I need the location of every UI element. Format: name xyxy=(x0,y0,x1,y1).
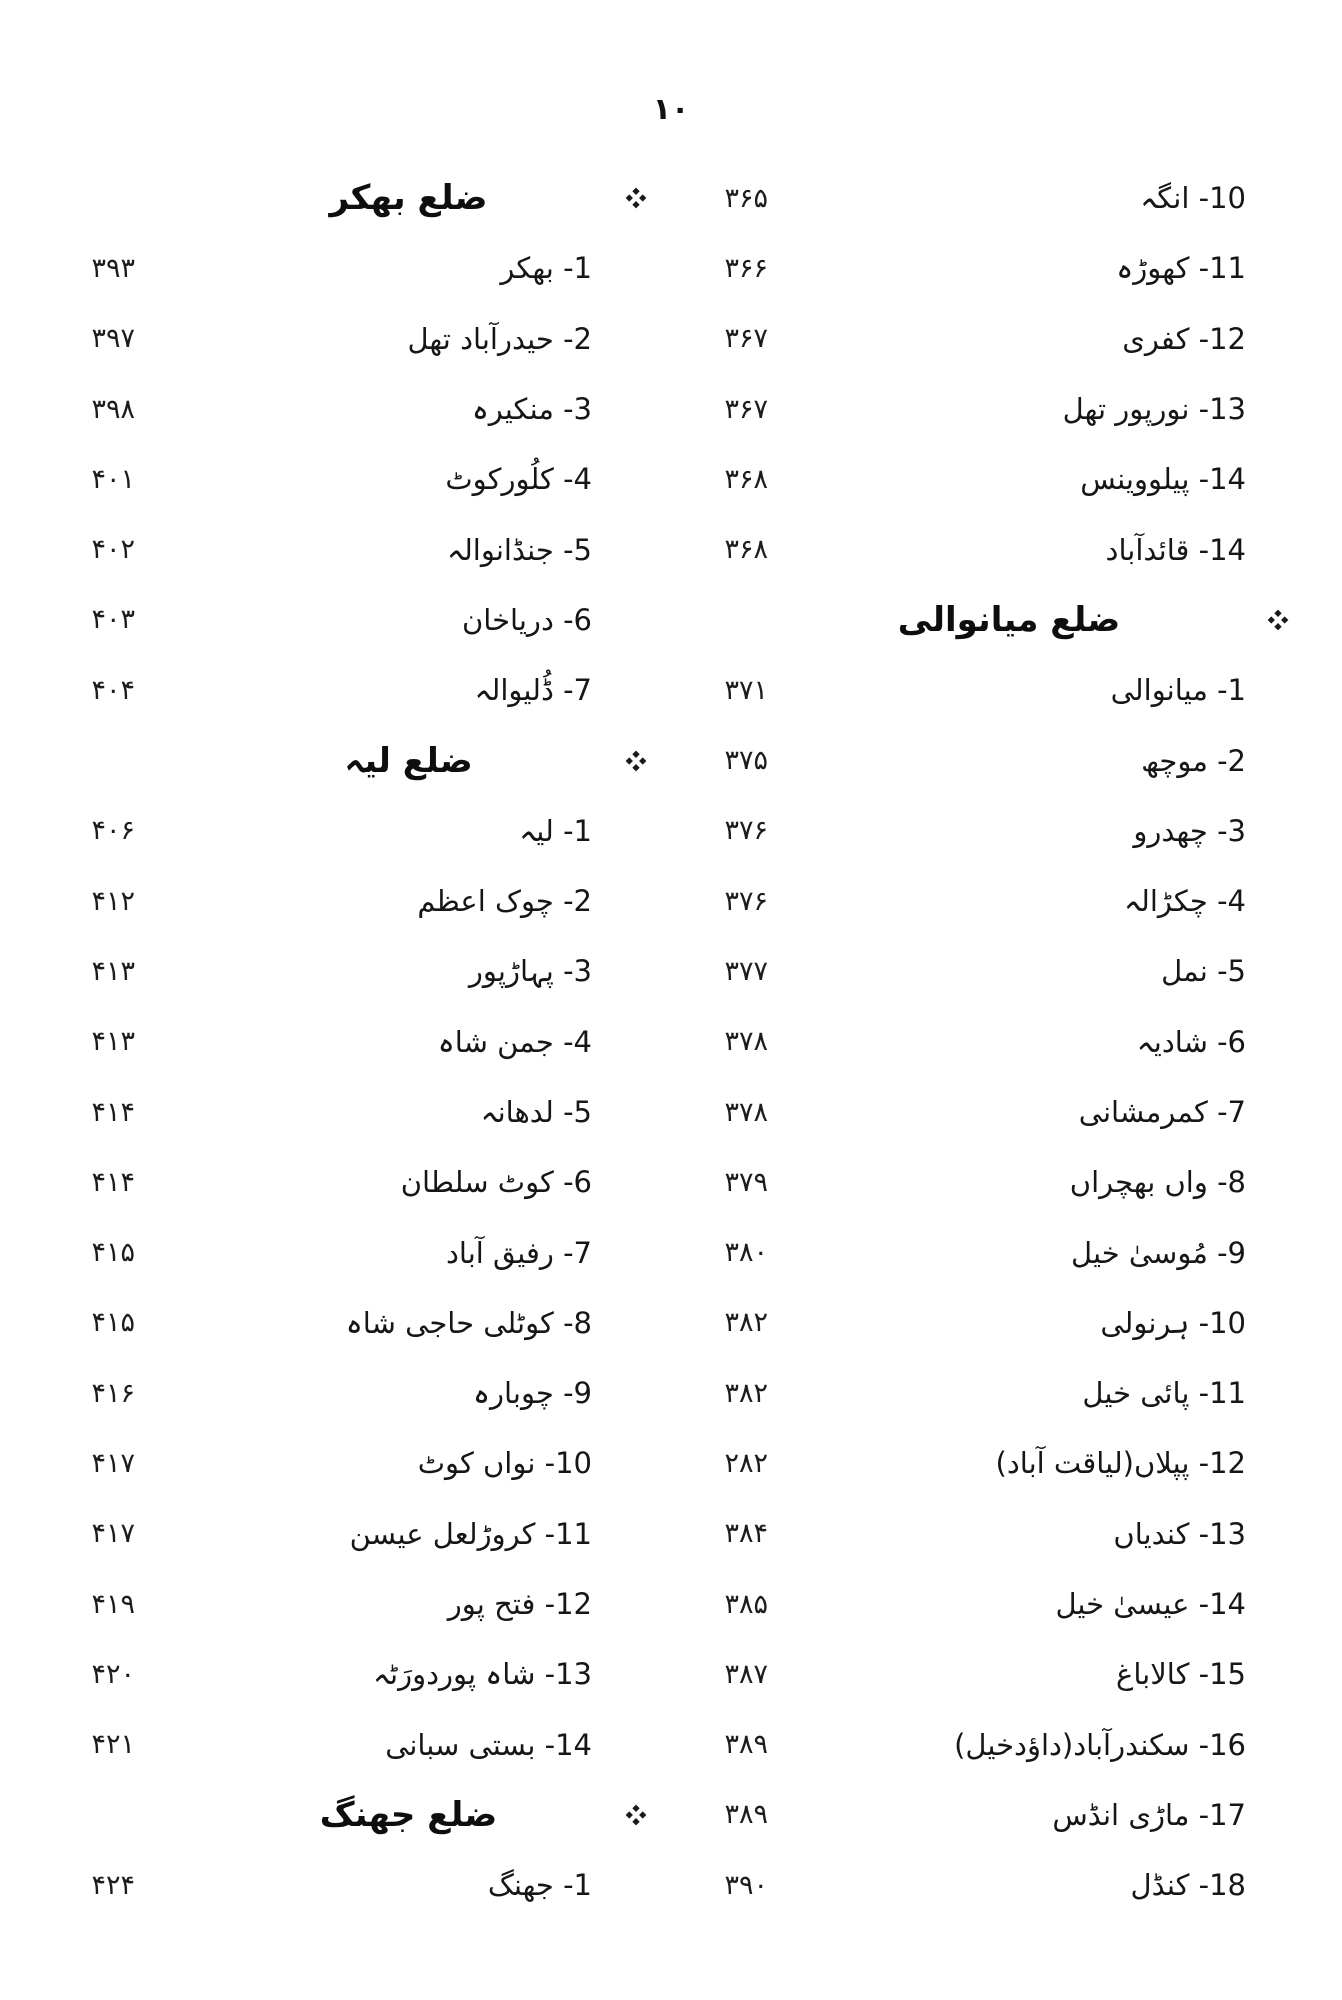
entry-label-left xyxy=(135,462,592,496)
index-row xyxy=(0,514,1342,584)
index-row xyxy=(0,1850,1342,1920)
entry-label-right xyxy=(772,1446,1250,1480)
page-ref-number-right xyxy=(680,1518,772,1549)
page-ref-number-left xyxy=(63,675,135,706)
entry-label-left xyxy=(135,673,592,707)
section-marker-right xyxy=(1250,609,1342,631)
entry-label-right xyxy=(772,392,1250,426)
page-ref-number: ۴۱۴ xyxy=(91,1096,135,1128)
page-ref-number-right xyxy=(680,394,772,425)
entry-label: 2- حیدرآباد تھل xyxy=(407,321,592,356)
page-ref-number: ۳۶۷ xyxy=(724,393,768,425)
index-row xyxy=(0,1499,1342,1569)
page-ref-number-right xyxy=(680,886,772,917)
entry-label-left xyxy=(135,1236,592,1270)
entry-label-left xyxy=(135,1657,592,1691)
page-ref-number: ۳۷۵ xyxy=(724,745,768,777)
entry-label: 3- منکیرہ xyxy=(471,392,592,427)
entry-label-right xyxy=(772,1728,1250,1762)
page-ref-number-right xyxy=(680,1799,772,1830)
index-row xyxy=(0,866,1342,936)
page-ref-number-right xyxy=(680,1729,772,1760)
page-ref-number: ۳۷۱ xyxy=(724,674,768,706)
entry-label: 8- واں بھچراں xyxy=(1069,1165,1246,1200)
page-ref-number-left xyxy=(63,1448,135,1479)
index-rows xyxy=(0,163,1342,1920)
page-ref-number: ۴۱۲ xyxy=(91,885,135,917)
entry-label: 13- کندیاں xyxy=(1113,1516,1246,1551)
page-ref-number: ۴۱۵ xyxy=(91,1237,135,1269)
page-ref-number: ۴۰۶ xyxy=(91,815,135,847)
page-ref-number-left xyxy=(63,394,135,425)
entry-label: 7- ڈُلیوالہ xyxy=(474,673,592,708)
district-header: ضلع میانوالی xyxy=(897,599,1121,640)
page-ref-number-left xyxy=(63,956,135,987)
entry-label-right xyxy=(772,1376,1250,1410)
entry-label-right xyxy=(772,1657,1250,1691)
entry-label: 1- جھنگ xyxy=(487,1868,592,1903)
page-ref-number-left xyxy=(63,1097,135,1128)
entry-label-left xyxy=(135,1517,592,1551)
page-ref-number-left xyxy=(63,1307,135,1338)
entry-label: 12- فتح پور xyxy=(447,1587,592,1622)
page-ref-number: ۳۹۷ xyxy=(91,323,135,355)
page-ref-number: ۳۷۹ xyxy=(724,1166,768,1198)
entry-label: 6- دریاخان xyxy=(461,602,592,637)
page-ref-number-left xyxy=(63,323,135,354)
entry-label-right xyxy=(772,1587,1250,1621)
entry-label: 14- عیسیٰ خیل xyxy=(1055,1587,1246,1622)
page-ref-number: ۳۸۹ xyxy=(724,1799,768,1831)
entry-label-left xyxy=(135,1165,592,1199)
entry-label: 1- میانوالی xyxy=(1110,673,1246,708)
entry-label: 2- چوک اعظم xyxy=(417,884,592,919)
page-ref-number: ۳۶۶ xyxy=(724,252,768,284)
page-ref-number: ۳۹۳ xyxy=(91,252,135,284)
index-row xyxy=(0,1569,1342,1639)
entry-label-right xyxy=(772,1095,1250,1129)
page-ref-number: ۳۸۴ xyxy=(724,1518,768,1550)
entry-label: 4- جمن شاہ xyxy=(437,1024,592,1059)
entry-label: 14- بستی سبانی xyxy=(385,1727,592,1762)
entry-label: 7- کمرمشانی xyxy=(1078,1095,1246,1129)
entry-label: 14- پیلووینس xyxy=(1080,462,1246,497)
entry-label-left xyxy=(135,178,592,218)
index-row xyxy=(0,796,1342,866)
entry-label-left xyxy=(135,814,592,848)
page-ref-number: ۴۱۹ xyxy=(91,1588,135,1620)
entry-label-right xyxy=(772,744,1250,778)
index-row xyxy=(0,1288,1342,1358)
entry-label-right xyxy=(772,814,1250,848)
page-ref-number: ۴۱۴ xyxy=(91,1166,135,1198)
page-ref-number: ۳۸۲ xyxy=(724,1377,768,1409)
entry-label: 10- ہرنولی xyxy=(1100,1305,1246,1340)
entry-label-right xyxy=(772,1868,1250,1902)
index-row xyxy=(0,936,1342,1006)
page-ref-number-right xyxy=(680,534,772,565)
page-ref-number: ۳۶۸ xyxy=(724,534,768,566)
page-ref-number-left xyxy=(63,1518,135,1549)
page-ref-number-left xyxy=(63,1237,135,1268)
page-ref-number-left xyxy=(63,1378,135,1409)
entry-label: 3- پہاڑپور xyxy=(468,954,592,989)
entry-label-left xyxy=(135,1306,592,1340)
entry-label: 2- موچھ xyxy=(1141,743,1246,778)
page-ref-number: ۴۱۷ xyxy=(91,1518,135,1550)
entry-label: 8- کوٹلی حاجی شاہ xyxy=(345,1305,592,1340)
entry-label-left xyxy=(135,740,592,781)
page-ref-number: ۳۹۰ xyxy=(724,1869,768,1901)
entry-label: 1- بھکر xyxy=(500,251,592,286)
page-ref-number: ۳۶۸ xyxy=(724,463,768,495)
entry-label-left xyxy=(135,392,592,426)
page-ref-number: ۳۶۵ xyxy=(724,182,768,214)
entry-label-right xyxy=(772,1306,1250,1340)
page-ref-number-right xyxy=(680,956,772,987)
entry-label-left xyxy=(135,1587,592,1621)
page-ref-number: ۴۲۰ xyxy=(91,1658,135,1690)
entry-label: 4- چکڑالہ xyxy=(1124,884,1246,919)
entry-label-right xyxy=(772,1517,1250,1551)
page-ref-number-left xyxy=(63,1026,135,1057)
entry-label-left xyxy=(135,1095,592,1129)
entry-label: 18- کنڈل xyxy=(1130,1868,1246,1903)
page-ref-number: ۳۸۲ xyxy=(724,1307,768,1339)
page-ref-number: ۳۷۶ xyxy=(724,815,768,847)
page-ref-number: ۳۹۸ xyxy=(91,393,135,425)
page-ref-number-right xyxy=(680,1659,772,1690)
page-ref-number-left xyxy=(63,604,135,635)
entry-label: 15- کالاباغ xyxy=(1116,1657,1246,1692)
page-ref-number: ۲۸۲ xyxy=(724,1447,768,1479)
entry-label-left xyxy=(135,1868,592,1902)
page-ref-number: ۴۰۲ xyxy=(91,534,135,566)
page-ref-number-left xyxy=(63,1729,135,1760)
page-ref-number-right xyxy=(680,1097,772,1128)
entry-label-left xyxy=(135,1728,592,1762)
page-ref-number-right xyxy=(680,253,772,284)
page-ref-number: ۳۸۵ xyxy=(724,1588,768,1620)
entry-label: 5- لدھانہ xyxy=(480,1095,592,1129)
entry-label: 6- شادیہ xyxy=(1136,1024,1246,1059)
entry-label-left xyxy=(135,1376,592,1410)
page-number: ۱۰ xyxy=(652,92,690,127)
entry-label: 11- پائی خیل xyxy=(1082,1376,1246,1411)
page-ref-number: ۴۰۱ xyxy=(91,463,135,495)
entry-label-left xyxy=(135,1795,592,1835)
index-row xyxy=(0,233,1342,303)
page-ref-number: ۴۰۴ xyxy=(91,674,135,706)
entry-label-left xyxy=(135,1025,592,1059)
page-ref-number: ۴۱۶ xyxy=(91,1377,135,1409)
page-ref-number-right xyxy=(680,1870,772,1901)
index-row xyxy=(0,1428,1342,1498)
page-ref-number: ۳۸۰ xyxy=(724,1237,768,1269)
entry-label: 13- شاہ پوردورَٹہ xyxy=(373,1657,592,1692)
page-ref-number-right xyxy=(680,675,772,706)
index-row xyxy=(0,1007,1342,1077)
entry-label: 4- کلُورکوٹ xyxy=(445,462,592,497)
entry-label: 9- چوبارہ xyxy=(473,1376,592,1411)
entry-label: 9- مُوسیٰ خیل xyxy=(1071,1235,1246,1270)
page-ref-number-right xyxy=(680,1378,772,1409)
entry-label: 7- رفیق آباد xyxy=(445,1235,592,1270)
entry-label: 10- نواں کوٹ xyxy=(417,1446,592,1481)
district-header: ضلع لیہ xyxy=(344,741,473,782)
index-row xyxy=(0,1077,1342,1147)
page-ref-number: ۴۲۴ xyxy=(91,1869,135,1901)
page-ref-number-right xyxy=(680,1589,772,1620)
entry-label-right xyxy=(772,322,1250,356)
page-ref-number: ۳۶۷ xyxy=(724,323,768,355)
page-ref-number-left xyxy=(63,1167,135,1198)
page-ref-number-right xyxy=(680,1448,772,1479)
entry-label-left xyxy=(135,954,592,988)
index-row xyxy=(0,444,1342,514)
page-ref-number-right xyxy=(680,323,772,354)
index-row xyxy=(0,585,1342,655)
page-ref-number-left xyxy=(63,253,135,284)
entry-label: 17- ماڑی انڈس xyxy=(1052,1797,1246,1832)
page-ref-number: ۴۰۳ xyxy=(91,604,135,636)
entry-label: 5- نمل xyxy=(1161,954,1246,989)
entry-label-right xyxy=(772,462,1250,496)
page-ref-number-left xyxy=(63,1870,135,1901)
entry-label: 3- چھدرو xyxy=(1133,813,1246,848)
entry-label-right xyxy=(772,884,1250,918)
entry-label-right xyxy=(772,1798,1250,1832)
page-ref-number-left xyxy=(63,464,135,495)
page-ref-number: ۳۷۷ xyxy=(724,955,768,987)
page-ref-number: ۳۷۶ xyxy=(724,885,768,917)
entry-label: 12- کفری xyxy=(1122,321,1246,356)
index-row xyxy=(0,163,1342,233)
entry-label: 6- کوٹ سلطان xyxy=(400,1165,592,1200)
page-ref-number-right xyxy=(680,183,772,214)
entry-label-right xyxy=(772,673,1250,707)
entry-label-right xyxy=(772,600,1250,640)
page-ref-number-right xyxy=(680,745,772,776)
index-row xyxy=(0,1147,1342,1217)
entry-label-left xyxy=(135,603,592,637)
index-row xyxy=(0,1710,1342,1780)
index-row xyxy=(0,374,1342,444)
index-row xyxy=(0,304,1342,374)
index-row xyxy=(0,725,1342,795)
entry-label: 13- نورپور تھل xyxy=(1062,392,1246,427)
entry-label: 11- کھوڑہ xyxy=(1116,251,1246,286)
entry-label: 5- جنڈانوالہ xyxy=(446,532,592,567)
page-ref-number: ۳۷۸ xyxy=(724,1026,768,1058)
entry-label-right xyxy=(772,1236,1250,1270)
page-ref-number-left xyxy=(63,1589,135,1620)
entry-label-right xyxy=(772,1165,1250,1199)
index-row xyxy=(0,1780,1342,1850)
page-ref-number-left xyxy=(63,1659,135,1690)
page-ref-number: ۴۱۵ xyxy=(91,1307,135,1339)
page-ref-number-right xyxy=(680,1167,772,1198)
page-ref-number: ۳۸۹ xyxy=(724,1729,768,1761)
entry-label: 12- پپلاں(لیاقت آباد) xyxy=(995,1446,1246,1481)
page-ref-number-right xyxy=(680,815,772,846)
entry-label-left xyxy=(135,251,592,285)
entry-label-left xyxy=(135,884,592,918)
page-ref-number: ۴۱۳ xyxy=(91,955,135,987)
page-ref-number-right xyxy=(680,464,772,495)
page-ref-number: ۴۲۱ xyxy=(91,1729,135,1761)
page-ref-number-left xyxy=(63,886,135,917)
index-row xyxy=(0,1358,1342,1428)
entry-label: 10- انگہ xyxy=(1140,181,1246,216)
page-ref-number: ۴۱۳ xyxy=(91,1026,135,1058)
entry-label-right xyxy=(772,954,1250,988)
entry-label-left xyxy=(135,533,592,567)
entry-label-right xyxy=(772,251,1250,285)
entry-label-left xyxy=(135,322,592,356)
entry-label-right xyxy=(772,1025,1250,1059)
entry-label: 16- سکندرآباد(داؤدخیل) xyxy=(954,1727,1246,1762)
index-row xyxy=(0,655,1342,725)
page-ref-number-left xyxy=(63,815,135,846)
page-ref-number-right xyxy=(680,1307,772,1338)
page-ref-number-right xyxy=(680,1237,772,1268)
district-header: ضلع بھکر xyxy=(329,178,488,219)
entry-label-left xyxy=(135,1446,592,1480)
index-row xyxy=(0,1639,1342,1709)
page-ref-number-left xyxy=(63,534,135,565)
district-header: ضلع جھنگ xyxy=(319,1794,498,1835)
entry-label-right xyxy=(772,533,1250,567)
page-ref-number: ۳۷۸ xyxy=(724,1096,768,1128)
index-row xyxy=(0,1217,1342,1287)
entry-label: 11- کروڑلعل عیسن xyxy=(349,1516,592,1551)
entry-label-right xyxy=(772,181,1250,215)
entry-label: 1- لیہ xyxy=(519,813,592,848)
page-ref-number-right xyxy=(680,1026,772,1057)
entry-label: 14- قائدآباد xyxy=(1105,532,1246,567)
page-ref-number: ۳۸۷ xyxy=(724,1658,768,1690)
page-ref-number: ۴۱۷ xyxy=(91,1447,135,1479)
four-diamonds-icon xyxy=(1267,609,1289,631)
